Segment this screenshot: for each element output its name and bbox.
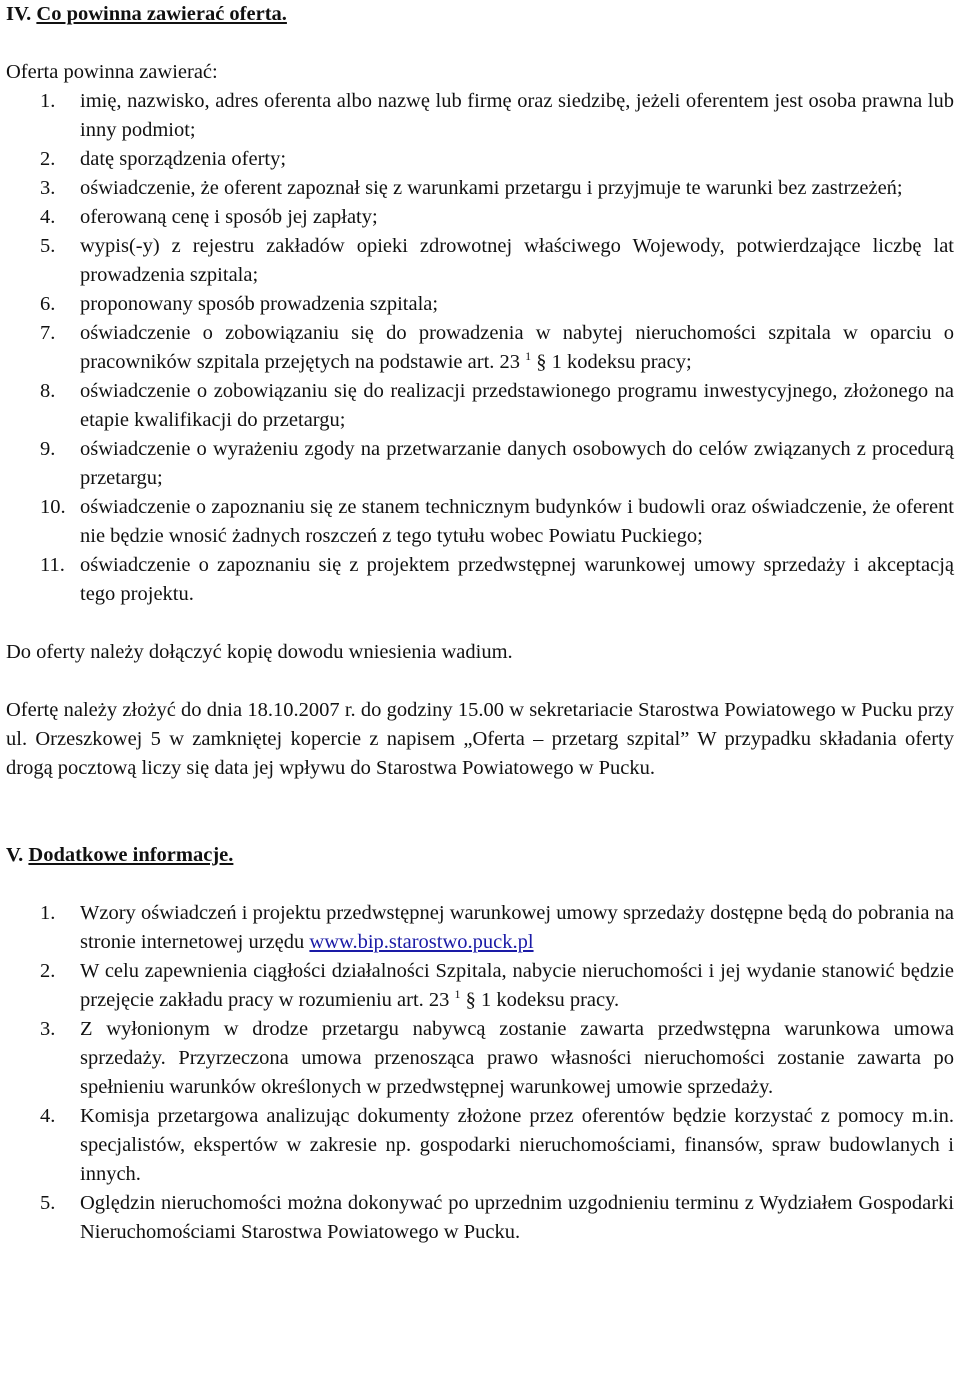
- item-text: datę sporządzenia oferty;: [80, 148, 287, 170]
- item-text: oświadczenie o zobowiązaniu się do realizacji przedstawionego programu inwestycyjnego, złożonego na etapie kwalifikacji do przetargu;: [80, 380, 954, 431]
- item-number: 10.: [40, 496, 66, 518]
- item-number: 7.: [40, 322, 56, 344]
- list-item: [6, 203, 954, 232]
- list-item: [6, 1015, 954, 1102]
- item-number: 4.: [40, 1105, 56, 1127]
- section-iv-heading: [6, 0, 954, 29]
- item-number: 1.: [40, 90, 56, 112]
- list-item: [6, 551, 954, 609]
- item-number: 11.: [40, 554, 65, 576]
- item-text: imię, nazwisko, adres oferenta albo nazwę lub firmę oraz siedzibę, jeżeli oferentem jest osoba prawna lub inny podmiot;: [80, 90, 954, 141]
- item-number: 9.: [40, 438, 56, 460]
- additional-info-list: [6, 899, 954, 1247]
- item-text-part: Wzory oświadczeń i projektu przedwstępnej warunkowej umowy sprzedaży dostępne będą do pobrania na stronie internetowej urzędu: [80, 902, 954, 953]
- list-item: [6, 319, 954, 377]
- superscript: 1: [454, 987, 461, 1002]
- list-item: [6, 899, 954, 957]
- list-item: [6, 87, 954, 145]
- item-number: 4.: [40, 206, 56, 228]
- list-item: [6, 1102, 954, 1189]
- deadline-paragraph: Ofertę należy złożyć do dnia 18.10.2007 r. do godziny 15.00 w sekretariacie Starostwa Powiatowego w Pucku przy ul. Orzeszkowej 5 w zamkniętej kopercie z napisem „Oferta – przetarg szpital” W przypadku składania oferty drogą pocztową liczy się data jej wpływu do Starostwa Powiatowego w Pucku.: [6, 699, 954, 779]
- section-v-number: V.: [6, 844, 24, 866]
- item-number: 1.: [40, 902, 56, 924]
- item-text: Oględzin nieruchomości można dokonywać po uprzednim uzgodnieniu terminu z Wydziałem Gospodarki Nieruchomościami Starostwa Powiatowego w Pucku.: [80, 1192, 954, 1243]
- item-text: proponowany sposób prowadzenia szpitala;: [80, 293, 439, 315]
- item-text: [80, 899, 954, 957]
- list-item: [6, 290, 954, 319]
- list-item: [6, 493, 954, 551]
- section-iv-number: IV.: [6, 3, 32, 25]
- superscript: 1: [525, 349, 532, 364]
- item-text: wypis(-y) z rejestru zakładów opieki zdrowotnej właściwego Wojewody, potwierdzające liczbę lat prowadzenia szpitala;: [80, 235, 954, 286]
- item-number: 3.: [40, 1018, 56, 1040]
- item-text: [80, 319, 954, 377]
- item-number: 5.: [40, 1192, 56, 1214]
- item-number: 5.: [40, 235, 56, 257]
- section-iv-title: Co powinna zawierać oferta.: [36, 3, 287, 25]
- offer-intro: Oferta powinna zawierać:: [6, 61, 218, 83]
- bip-website-link[interactable]: www.bip.starostwo.puck.pl: [309, 931, 534, 953]
- section-v-title: Dodatkowe informacje.: [28, 844, 234, 866]
- item-text-part: oświadczenie o zobowiązaniu się do prowadzenia w nabytej nieruchomości szpitala w oparciu o pracowników szpitala przejętych na podstawie art. 23: [80, 322, 954, 373]
- wadium-paragraph: Do oferty należy dołączyć kopię dowodu wniesienia wadium.: [6, 641, 513, 663]
- list-item: [6, 377, 954, 435]
- item-text: Z wyłonionym w drodze przetargu nabywcą zostanie zawarta przedwstępna warunkowa umowa sprzedaży. Przyrzeczona umowa przenosząca prawo własności nieruchomości zostanie zawarta po spełnieniu warunków określonych w przedwstępnej warunkowej umowie sprzedaży.: [80, 1018, 954, 1098]
- item-text: oferowaną cenę i sposób jej zapłaty;: [80, 206, 378, 228]
- item-text: oświadczenie o zapoznaniu się ze stanem technicznym budynków i budowli oraz oświadczenie, że oferent nie będzie wnosić żadnych roszczeń z tego tytułu wobec Powiatu Puckiego;: [80, 496, 954, 547]
- item-text: oświadczenie o zapoznaniu się z projektem przedwstępnej warunkowej umowy sprzedaży i akceptacją tego projektu.: [80, 554, 954, 605]
- item-number: 6.: [40, 293, 56, 315]
- item-text-part: W celu zapewnienia ciągłości działalności Szpitala, nabycie nieruchomości i jej wydanie stanowić będzie przejęcie zakładu pracy w rozumieniu art. 23: [80, 960, 954, 1011]
- item-text: oświadczenie, że oferent zapoznał się z warunkami przetargu i przyjmuje te warunki bez zastrzeżeń;: [80, 177, 903, 199]
- item-text: oświadczenie o wyrażeniu zgody na przetwarzanie danych osobowych do celów związanych z procedurą przetargu;: [80, 438, 954, 489]
- item-text: Komisja przetargowa analizując dokumenty złożone przez oferentów będzie korzystać z pomocy m.in. specjalistów, ekspertów w zakresie np. gospodarki nieruchomościami, finansów, spraw budowlanych i innych.: [80, 1105, 954, 1185]
- list-item: [6, 174, 954, 203]
- item-text: [80, 957, 954, 1015]
- list-item: [6, 1189, 954, 1247]
- item-number: 2.: [40, 148, 56, 170]
- item-number: 2.: [40, 960, 56, 982]
- item-text-part: § 1 kodeksu pracy.: [460, 989, 620, 1011]
- item-number: 3.: [40, 177, 56, 199]
- list-item: [6, 232, 954, 290]
- list-item: [6, 957, 954, 1015]
- offer-requirements-list: [6, 87, 954, 609]
- list-item: [6, 145, 954, 174]
- list-item: [6, 435, 954, 493]
- item-text-part: § 1 kodeksu pracy;: [531, 351, 692, 373]
- item-number: 8.: [40, 380, 56, 402]
- section-v-heading: [6, 841, 954, 870]
